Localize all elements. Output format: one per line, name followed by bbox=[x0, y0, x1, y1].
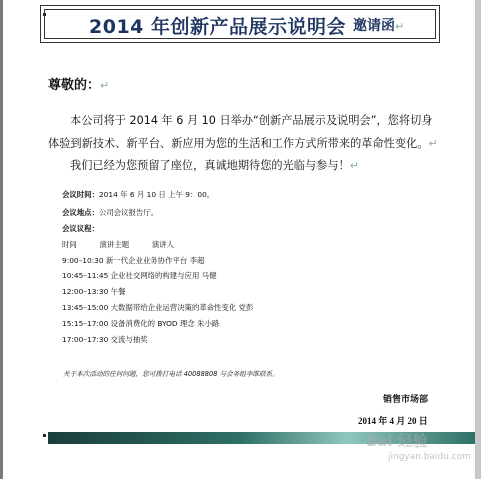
meeting-place: 会议地点：公司会议报告厅。 bbox=[62, 208, 159, 217]
paragraph-mark bbox=[43, 434, 46, 437]
agenda-header-row bbox=[62, 239, 174, 250]
contact-note: 关于本次活动的任何问题，您可拨打电话 40088808 与会务组李维联系。 bbox=[63, 370, 279, 378]
agenda-item: 17:00–17:30 交流与抽奖 bbox=[62, 335, 148, 344]
signature-department: 销售市场部 bbox=[383, 394, 429, 404]
title-box bbox=[40, 5, 440, 43]
document-title: 2014 年创新产品展示说明会 bbox=[89, 16, 346, 38]
meeting-time: 会议时间：2014 年 6 月 10 日 上午 9：00。 bbox=[62, 190, 215, 199]
agenda-item: 15:15–17:00 设备消费化的 BYOD 理念 朱小路 bbox=[62, 319, 220, 328]
greeting: 尊敬的：↵ bbox=[48, 78, 110, 93]
agenda-item: 13:45–15:00 大数据带给企业运营决策的革命性变化 党彭 bbox=[62, 303, 254, 312]
invitation-paragraph-line1: 本公司将于 2014 年 6 月 10 日举办“创新产品展示及说明会”，您将切身 bbox=[70, 114, 433, 127]
invitation-label: 邀请函↵ bbox=[353, 18, 405, 34]
meeting-agenda-label: 会议议程： bbox=[62, 224, 99, 233]
agenda-item: 10:45–11:45 企业社交网络的构建与应用 马健 bbox=[62, 271, 217, 280]
watermark-url: jingyan.baidu.com bbox=[388, 452, 472, 462]
agenda-header-speaker: 演讲人 bbox=[151, 240, 174, 249]
agenda-header-time: 时间 bbox=[62, 240, 77, 249]
invitation-paragraph-line2: 体验到新技术、新平台、新应用为您的生活和工作方式所带来的革命性变化。↵ bbox=[48, 137, 438, 150]
agenda-item: 9:00–10:30 新一代企业业务协作平台 李超 bbox=[62, 256, 205, 265]
page-right-edge bbox=[475, 0, 481, 479]
page-left-edge bbox=[0, 0, 3, 479]
agenda-header-topic: 演讲主题 bbox=[99, 240, 130, 249]
invitation-paragraph-2: 我们已经为您预留了座位，真诚地期待您的光临与参与！↵ bbox=[70, 159, 359, 172]
watermark-logo: Bai 经验 bbox=[366, 432, 428, 450]
agenda-item: 12:00–13:30 午餐 bbox=[62, 287, 126, 296]
signature-date: 2014 年 4 月 20 日 bbox=[358, 416, 428, 426]
